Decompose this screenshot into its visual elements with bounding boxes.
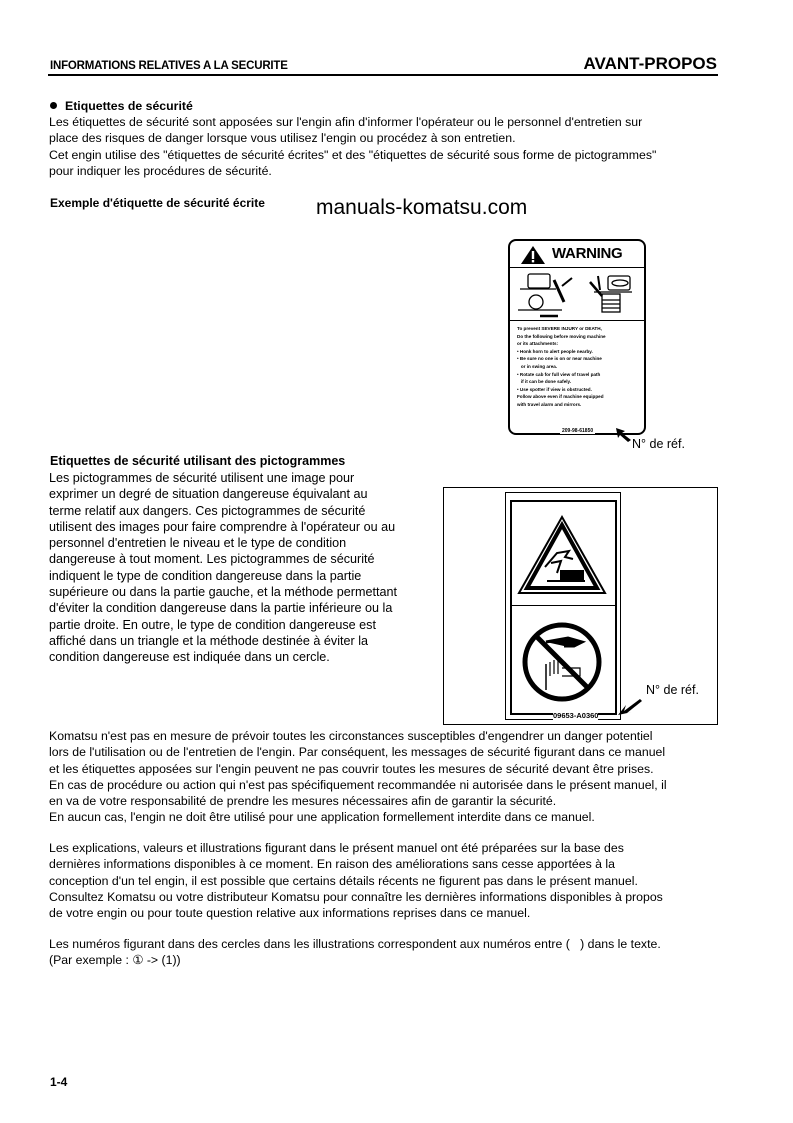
intro-paragraph [49,114,719,179]
hand-crush-warning-triangle-icon [517,515,607,595]
text-line: Do the following before moving machine [517,333,606,339]
pictogram-heading: Etiquettes de sécurité utilisant des pictogrammes [50,454,346,468]
text-line: En cas de procédure ou action qui n'est pas spécifiquement recommandée ni autorisée dans le présent manuel, il [49,777,667,792]
text-line: utilisent des images pour faire comprendre à l'opérateur ou au [49,519,396,534]
text-line: et les étiquettes apposées sur l'engin peuvent ne pas couvrir toutes les mesures de sécurité devant être prises. [49,761,654,776]
text-line: Les numéros figurant dans des cercles dans les illustrations correspondent aux numéros entre ( ) dans le texte. [49,937,661,951]
warning-label-figure [508,239,646,435]
text-line: Follow above even if machine equipped [517,394,604,400]
text-line: Komatsu n'est pas en mesure de prévoir toutes les circonstances susceptibles d'engendrer un danger potentiel [49,729,653,743]
pointer-arrow-icon [616,428,632,442]
numbering-note [49,936,719,969]
updates-paragraph [49,840,719,921]
disclaimer-paragraph [49,728,719,826]
text-line: place des risques de danger lorsque vous utilisez l'engin ou procédez à son entretien. [49,131,516,146]
text-line: en va de votre responsabilité de prendre les mesures nécessaires afin de garantir la sécurité. [49,794,557,809]
text-line: En aucun cas, l'engin ne doit être utilisé pour une application formellement interdite dans ce manuel. [49,810,595,825]
warning-signal-word: WARNING [552,245,623,262]
text-line: indiquent le type de condition dangereuse dans la partie [49,568,362,583]
text-line: Consultez Komatsu ou votre distributeur Komatsu pour connaître les dernières informations disponibles à propos [49,889,663,904]
text-line: dernières informations disponibles à ce moment. En raison des améliorations sans cesse apportées à la [49,857,615,872]
part-code: 209-98-61850 [562,428,594,434]
text-line: dangereuse à tout moment. Les pictogrammes de sécurité [49,552,375,567]
pictogram-part-code: 09653-A0360 [553,711,599,720]
text-line: pour indiquer les procédures de sécurité. [49,163,272,178]
warning-pictures [510,268,644,321]
text-line: affiché dans un triangle et la méthode destinée à éviter la [49,633,369,648]
text-line: • Rotate cab for full view of travel path [517,371,601,377]
text-line: de votre engin ou pour toute question relative aux informations reprises dans ce manuel. [49,906,531,921]
text-line: (Par exemple : ① -> (1)) [49,953,181,968]
text-line: with travel alarm and mirrors. [517,401,582,407]
text-line: supérieure ou dans la partie gauche, et la méthode permettant [49,585,397,600]
bullet-icon [50,102,57,109]
text-line: Les étiquettes de sécurité sont apposées sur l'engin afin d'informer l'opérateur ou le personnel d'entretien sur [49,115,643,129]
text-line: To prevent SEVERE INJURY or DEATH, [517,326,602,331]
text-line: • Use spotter if view is obstructed. [517,386,592,392]
warning-label-text [517,325,641,409]
section-title: INFORMATIONS RELATIVES A LA SECURITE [50,60,288,72]
text-line: or in swing area. [517,363,558,369]
text-line: terme relatif aux dangers. Ces pictogrammes de sécurité [49,503,366,518]
no-hands-prohibition-icon [520,620,604,704]
text-line: d'éviter la condition dangereuse dans la partie inférieure ou la [49,601,393,616]
page-number: 1-4 [50,1075,68,1089]
warning-label-header [510,241,644,268]
text-line: • Be sure no one is on or near machine [517,356,602,362]
bullet-heading [50,99,193,113]
pictogram-paragraph [49,470,421,666]
text-line: Les explications, valeurs et illustrations figurant dans le présent manuel ont été préparées sur la base des [49,841,624,855]
watermark: manuals-komatsu.com [316,196,528,219]
text-line: Les pictogrammes de sécurité utilisent une image pour [49,471,355,485]
text-line: conception d'un tel engin, il est possible que certains détails récents ne figurent pas dans le présent manuel. [49,873,638,888]
pointer-arrow-icon [618,697,642,715]
text-line: • Honk horn to alert people nearby. [517,348,593,354]
text-line: lors de l'utilisation ou de l'entretien de l'engin. Par conséquent, les messages de sécurité figurant dans ce manuel [49,745,666,760]
reference-number-label: N° de réf. [632,437,685,451]
text-line: or its attachments: [517,341,559,347]
text-line: Cet engin utilise des "étiquettes de sécurité écrites" et des "étiquettes de sécurité sous forme de pictogrammes" [49,147,657,162]
excavator-hazard-icon [510,268,644,320]
text-line: if it can be done safely. [517,379,572,385]
header-rule [48,74,718,76]
pictogram-divider [510,605,615,606]
chapter-title: AVANT-PROPOS [583,54,717,73]
text-line: personnel d'entretien le niveau et le type de condition [49,536,347,551]
reference-number-label: N° de réf. [646,683,699,697]
text-line: partie droite. En outre, le type de condition dangereuse est [49,617,376,632]
warning-triangle-icon [520,245,546,265]
text-line: condition dangereuse est indiquée dans un cercle. [49,650,330,665]
bullet-heading-text: Etiquettes de sécurité [65,99,193,113]
text-line: exprimer un degré de situation dangereuse équivalant au [49,487,368,502]
written-label-heading: Exemple d'étiquette de sécurité écrite [50,196,265,210]
